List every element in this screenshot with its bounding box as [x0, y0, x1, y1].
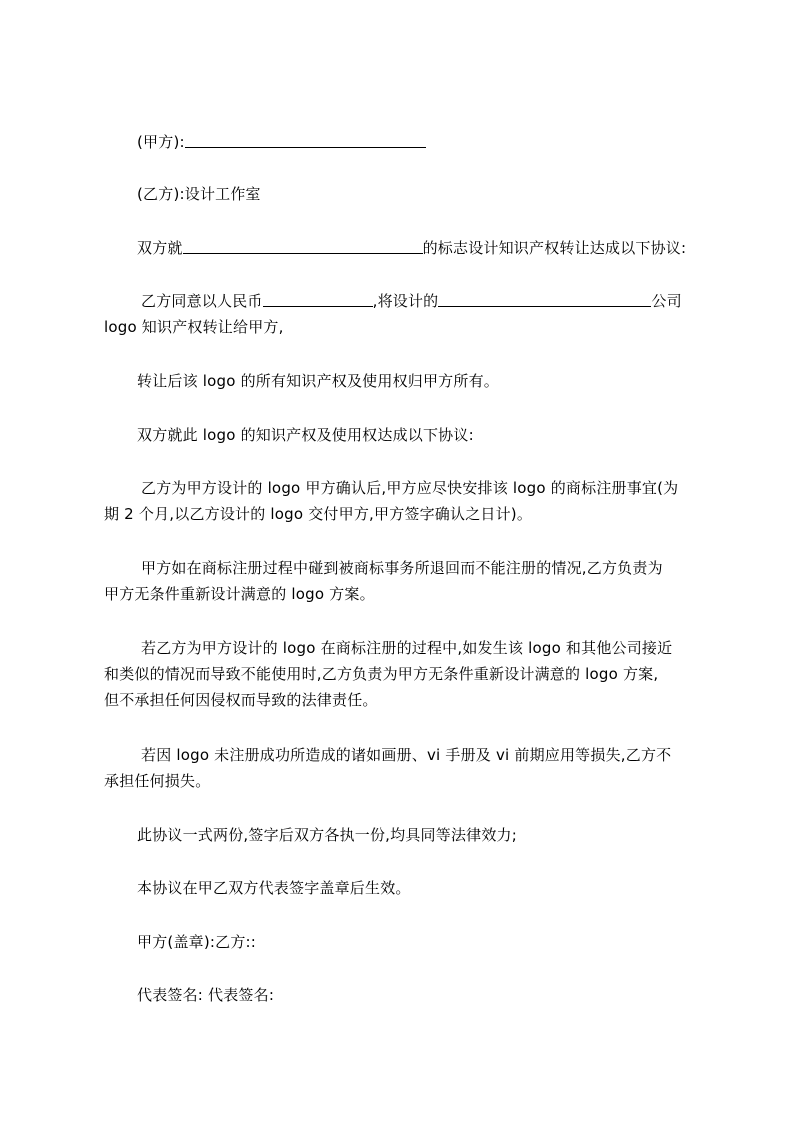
subject-blank: [183, 239, 423, 254]
copies-clause: 此协议一式两份,签字后双方各执一份,均具同等法律效力;: [137, 826, 517, 844]
price-blank: [263, 292, 373, 307]
transfer-mid: ,将设计的: [372, 292, 439, 310]
intro-suffix: 的标志设计知识产权转让达成以下协议:: [422, 239, 687, 257]
clause2-line1: 甲方如在商标注册过程中碰到被商标事务所退回而不能注册的情况,乙方负责为: [141, 559, 663, 577]
clause3-line3: 但不承担任何因侵权而导致的法律责任。: [104, 691, 378, 709]
party-b-line: (乙方):设计工作室: [137, 185, 261, 203]
clause2-line2: 甲方无条件重新设计满意的 logo 方案。: [104, 585, 375, 603]
clause3-line1: 若乙方为甲方设计的 logo 在商标注册的过程中,如发生该 logo 和其他公司接近: [141, 639, 673, 657]
company-blank: [438, 292, 651, 307]
transfer-prefix: 乙方同意以人民币: [141, 292, 263, 310]
ownership-clause: 转让后该 logo 的所有知识产权及使用权归甲方所有。: [137, 372, 499, 390]
party-a-label: (甲方):: [137, 133, 185, 151]
clause4-line2: 承担任何损失。: [104, 772, 211, 790]
clause3-line2: 和类似的情况而导致不能使用时,乙方负责为甲方无条件重新设计满意的 logo 方案,: [104, 665, 659, 683]
clause1-line2: 期 2 个月,以乙方设计的 logo 交付甲方,甲方签字确认之日计)。: [104, 505, 533, 523]
signature-line: 代表签名: 代表签名:: [137, 986, 275, 1004]
clause4-line1: 若因 logo 未注册成功所造成的诸如画册、vi 手册及 vi 前期应用等损失,乙方不: [141, 746, 672, 764]
transfer-suffix: 公司: [651, 292, 682, 310]
seal-line: 甲方(盖章):乙方::: [137, 933, 257, 951]
transfer-clause-line2: logo 知识产权转让给甲方,: [104, 318, 284, 336]
intro-line: [137, 238, 686, 258]
party-a-blank: [185, 133, 426, 148]
intro-prefix: 双方就: [137, 239, 183, 257]
party-a-line: [137, 132, 426, 152]
transfer-clause-line1: [141, 291, 682, 311]
agreement-intro: 双方就此 logo 的知识产权及使用权达成以下协议:: [137, 426, 474, 444]
effective-clause: 本协议在甲乙双方代表签字盖章后生效。: [137, 879, 411, 897]
clause1-line1: 乙方为甲方设计的 logo 甲方确认后,甲方应尽快安排该 logo 的商标注册事宜(为: [141, 479, 679, 497]
